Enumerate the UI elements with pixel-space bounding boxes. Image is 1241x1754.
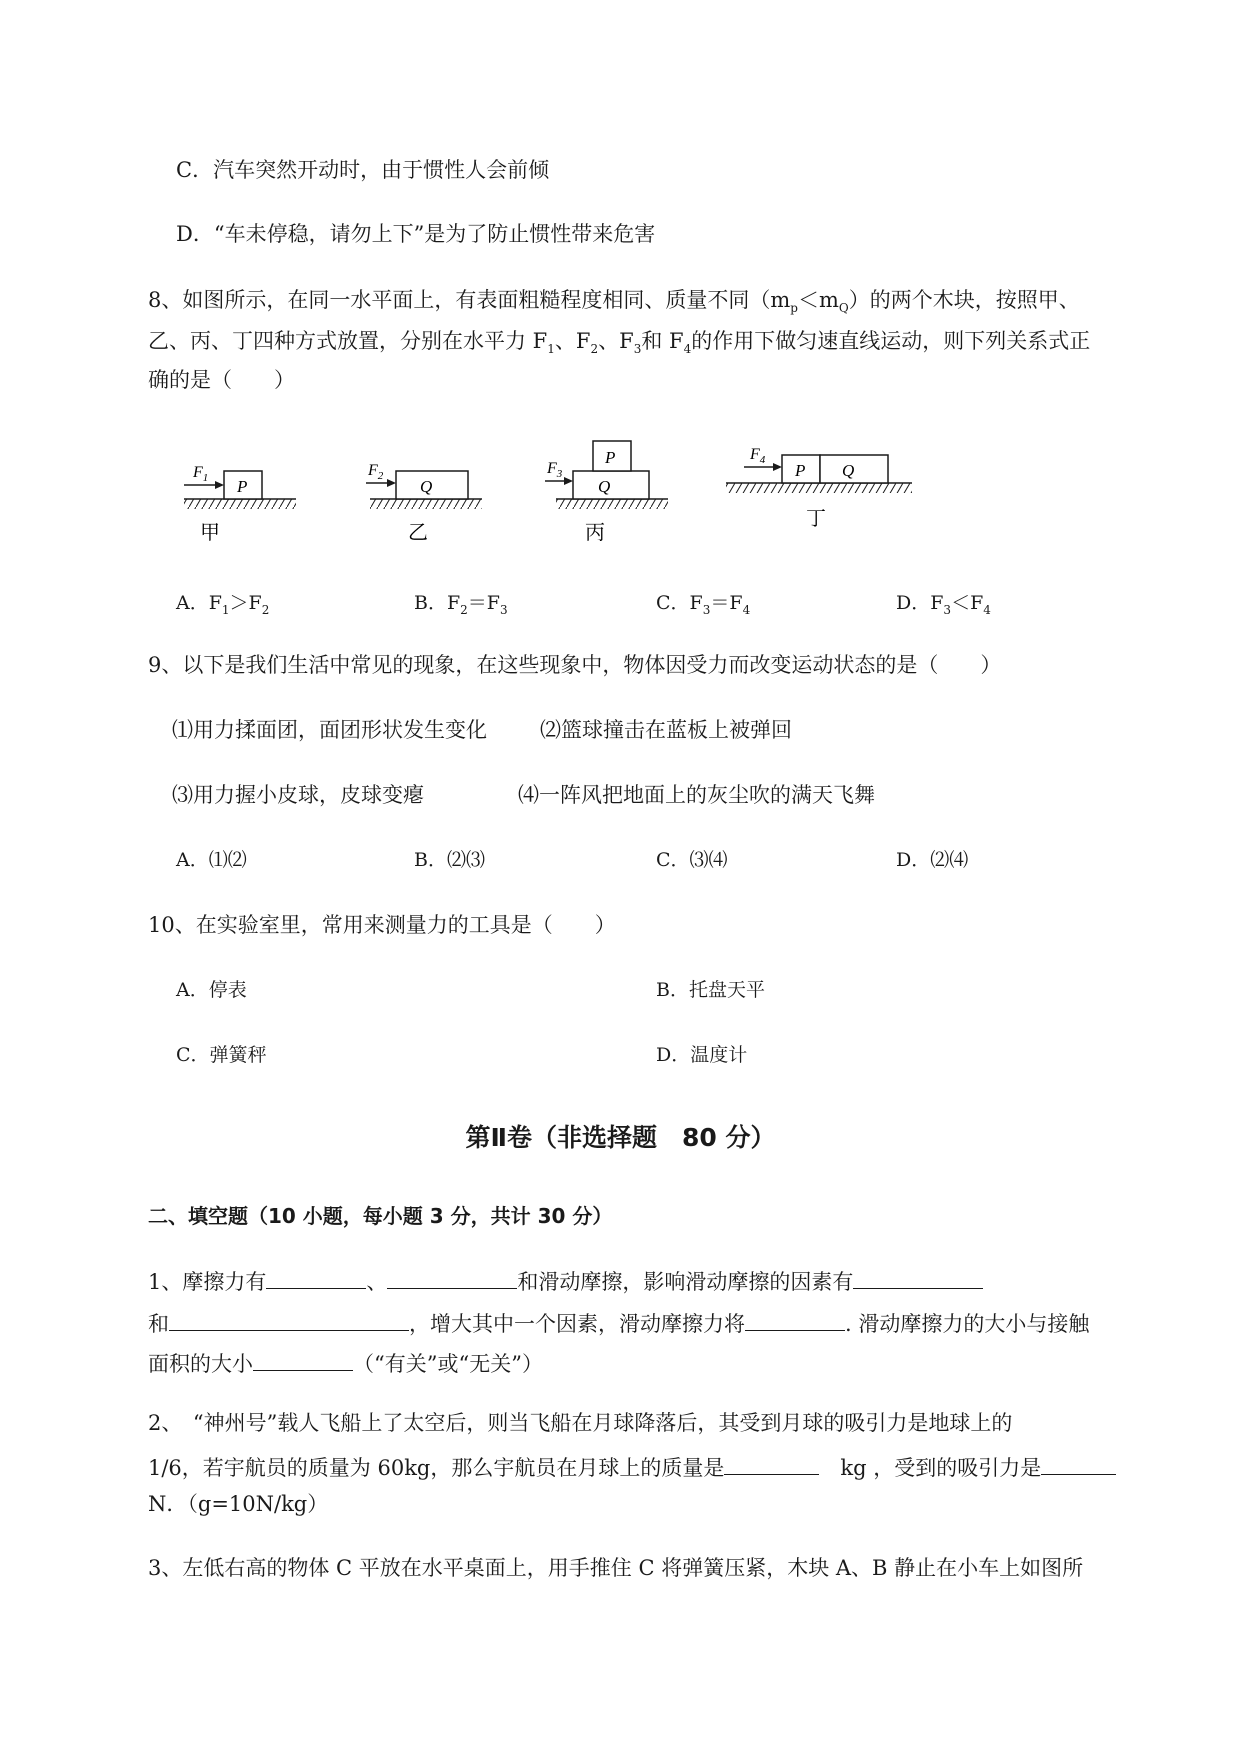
q10-option-b: B．托盘天平 <box>656 979 765 1001</box>
answer-blank[interactable] <box>266 1268 366 1289</box>
q9-item-2: ⑵篮球撞击在蓝板上被弹回 <box>540 718 792 742</box>
fill1-line3: 面积的大小 （“有关”或“无关”） <box>148 1352 543 1376</box>
answer-blank[interactable] <box>387 1268 517 1289</box>
q8-stem-line1: 8、如图所示，在同一水平面上，有表面粗糙程度相同、质量不同$(m_p<m_Q)$的两个木块，按照甲、 <box>148 288 1080 316</box>
force-label-f3: $F_3$ <box>547 460 563 480</box>
fill3-line1: 3、左低右高的物体 C 平放在水平桌面上，用手推住 C 将弹簧压紧，木块 A、B 静止在小车上如图所 <box>148 1556 1084 1580</box>
q8-option-c: C．$F_3=F_4$ <box>656 592 751 617</box>
answer-blank[interactable] <box>169 1310 409 1331</box>
figure-jia <box>184 464 296 544</box>
q9-item-1: ⑴用力揉面团，面团形状发生变化 <box>172 718 487 742</box>
q8-stem-line3: 确的是（ ） <box>148 368 295 392</box>
q7-option-d: D．“车未停稳，请勿上下”是为了防止惯性带来危害 <box>176 222 656 246</box>
answer-blank[interactable] <box>253 1350 353 1371</box>
q9-option-b: B．⑵⑶ <box>414 849 485 871</box>
answer-blank[interactable] <box>745 1310 845 1331</box>
q10-option-a: A．停表 <box>176 979 247 1001</box>
fill1-line1: 1、摩擦力有 、 和滑动摩擦，影响滑动摩擦的因素有 <box>148 1268 983 1293</box>
answer-blank[interactable] <box>724 1454 819 1475</box>
q9-option-d: D．⑵⑷ <box>896 849 969 871</box>
fill1-line2: 和 ，增大其中一个因素，滑动摩擦力将 . 滑动摩擦力的大小与接触 <box>148 1312 1090 1336</box>
q8-stem-line2: 乙、丙、丁四种方式放置，分别在水平力 $F_1$、$F_2$、$F_3$和 $F_4$的作用下做匀速直线运动，则下列关系式正 <box>148 329 1091 357</box>
q9-item-3: ⑶用力握小皮球，皮球变瘪 <box>172 783 424 807</box>
block-q-label: Q <box>598 477 611 496</box>
fill2-line3: N．（g=10N/kg） <box>148 1492 329 1516</box>
q10-stem: 10、在实验室里，常用来测量力的工具是（ ） <box>148 913 616 937</box>
caption-ding: 丁 <box>806 506 826 530</box>
force-label-f1: $F_1$ <box>193 464 209 484</box>
q9-item-4: ⑷一阵风把地面上的灰尘吹的满天飞舞 <box>518 783 875 807</box>
q10-option-c: C．弹簧秤 <box>176 1044 267 1066</box>
q9-stem: 9、以下是我们生活中常见的现象，在这些现象中，物体因受力而改变运动状态的是（ ） <box>148 653 1002 677</box>
fill2-line2: 1/6，若宇航员的质量为 60kg，那么宇航员在月球上的质量是 kg ，受到的吸引力是 <box>148 1454 1116 1479</box>
q8-figure <box>0 435 1241 555</box>
section-title: 第Ⅱ卷（非选择题 80 分） <box>465 1123 776 1152</box>
block-q-label: Q <box>842 461 855 480</box>
block-p-label: P <box>237 477 248 496</box>
force-label-f4: $F_4$ <box>750 446 766 466</box>
block-q-label: Q <box>420 477 433 496</box>
q9-option-a: A．⑴⑵ <box>176 849 247 871</box>
fill2-line1: 2、 “神州号”载人飞船上了太空后，则当飞船在月球降落后，其受到月球的吸引力是地球上的 <box>148 1411 1013 1435</box>
block-p-label: P <box>795 461 806 480</box>
caption-yi: 乙 <box>408 520 428 544</box>
q10-option-d: D．温度计 <box>656 1044 748 1066</box>
caption-jia: 甲 <box>200 520 220 544</box>
q8-option-d: D．$F_3<F_4$ <box>896 592 991 617</box>
answer-blank[interactable] <box>1041 1454 1116 1475</box>
figure-bing <box>545 441 668 544</box>
block-p-label: P <box>605 448 616 467</box>
q8-option-b: B．$F_2=F_3$ <box>414 592 508 617</box>
block-q <box>573 471 649 499</box>
q9-option-c: C．⑶⑷ <box>656 849 728 871</box>
force-label-f2: $F_2$ <box>368 462 384 482</box>
section-subtitle: 二、填空题（10 小题，每小题 3 分，共计 30 分） <box>148 1204 613 1228</box>
q8-option-a: A．$F_1>F_2$ <box>176 592 270 617</box>
answer-blank[interactable] <box>853 1268 983 1289</box>
caption-bing: 丙 <box>585 520 605 544</box>
figure-yi <box>366 462 482 544</box>
q7-option-c: C．汽车突然开动时，由于惯性人会前倾 <box>176 158 550 182</box>
figure-ding <box>726 446 912 530</box>
